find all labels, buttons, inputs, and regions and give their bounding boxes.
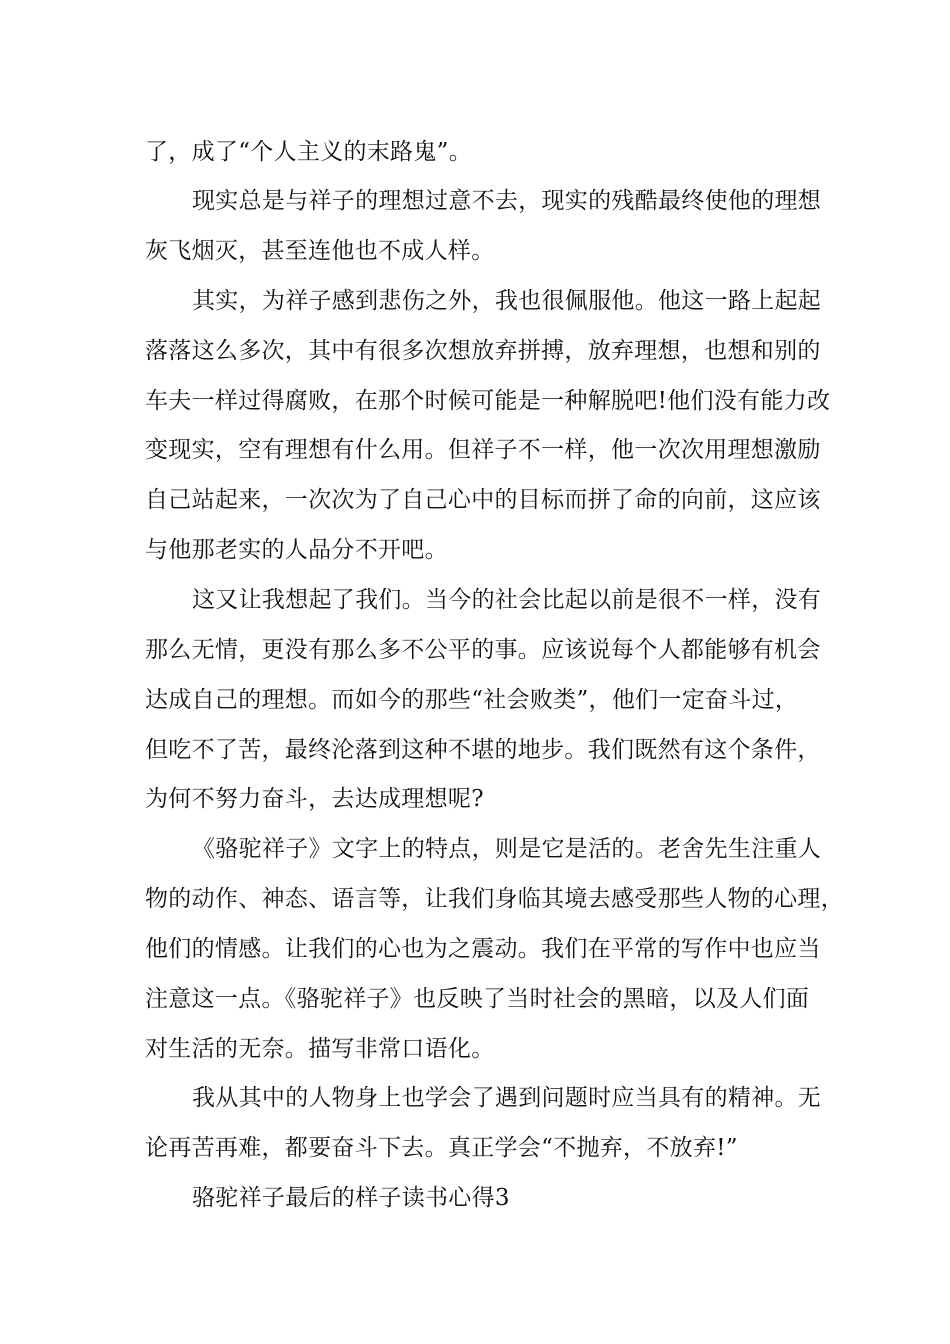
text-line: 变现实，空有理想有什么用。但祥子不一样，他一次次用理想激励 — [145, 437, 821, 463]
text-line: 他们的情感。让我们的心也为之震动。我们在平常的写作中也应当 — [145, 936, 821, 962]
paragraph-start-line: 《骆驼祥子》文字上的特点，则是它是活的。老舍先生注重人 — [192, 836, 822, 862]
text-line: 那么无情，更没有那么多不公平的事。应该说每个人都能够有机会 — [145, 637, 821, 663]
text-line: 物的动作、神态、语言等，让我们身临其境去感受那些人物的心理， — [145, 886, 844, 912]
text-line: 注意这一点。《骆驼祥子》也反映了当时社会的黑暗，以及人们面 — [145, 986, 810, 1012]
paragraph-start-line: 现实总是与祥子的理想过意不去，现实的残酷最终使他的理想 — [192, 188, 822, 214]
paragraph-start-line: 这又让我想起了我们。当今的社会比起以前是很不一样，没有 — [192, 587, 822, 613]
text-line: 灰飞烟灭，甚至连他也不成人样。 — [145, 238, 495, 264]
text-line: 车夫一样过得腐败，在那个时候可能是一种解脱吧!他们没有能力改 — [145, 388, 831, 414]
paragraph-start-line: 我从其中的人物身上也学会了遇到问题时应当具有的精神。无 — [192, 1085, 822, 1111]
text-line: 但吃不了苦，最终沦落到这种不堪的地步。我们既然有这个条件， — [145, 737, 821, 763]
text-line: 为何不努力奋斗，去达成理想呢? — [145, 786, 484, 812]
text-line: 论再苦再难，都要奋斗下去。真正学会“不抛弃，不放弃!” — [145, 1135, 738, 1161]
text-line: 了，成了“个人主义的末路鬼”。 — [145, 139, 473, 165]
text-line: 与他那老实的人品分不开吧。 — [145, 537, 448, 563]
text-line: 对生活的无奈。描写非常口语化。 — [145, 1036, 495, 1062]
text-line: 自己站起来，一次次为了自己心中的目标而拼了命的向前，这应该 — [145, 487, 821, 513]
paragraph-start-line: 其实，为祥子感到悲伤之外，我也很佩服他。他这一路上起起 — [192, 288, 822, 314]
text-line: 落落这么多次，其中有很多次想放弃拼搏，放弃理想，也想和别的 — [145, 338, 821, 364]
text-line: 达成自己的理想。而如今的那些“社会败类”，他们一定奋斗过， — [145, 687, 799, 713]
section-title: 骆驼祥子最后的样子读书心得3 — [192, 1185, 510, 1211]
